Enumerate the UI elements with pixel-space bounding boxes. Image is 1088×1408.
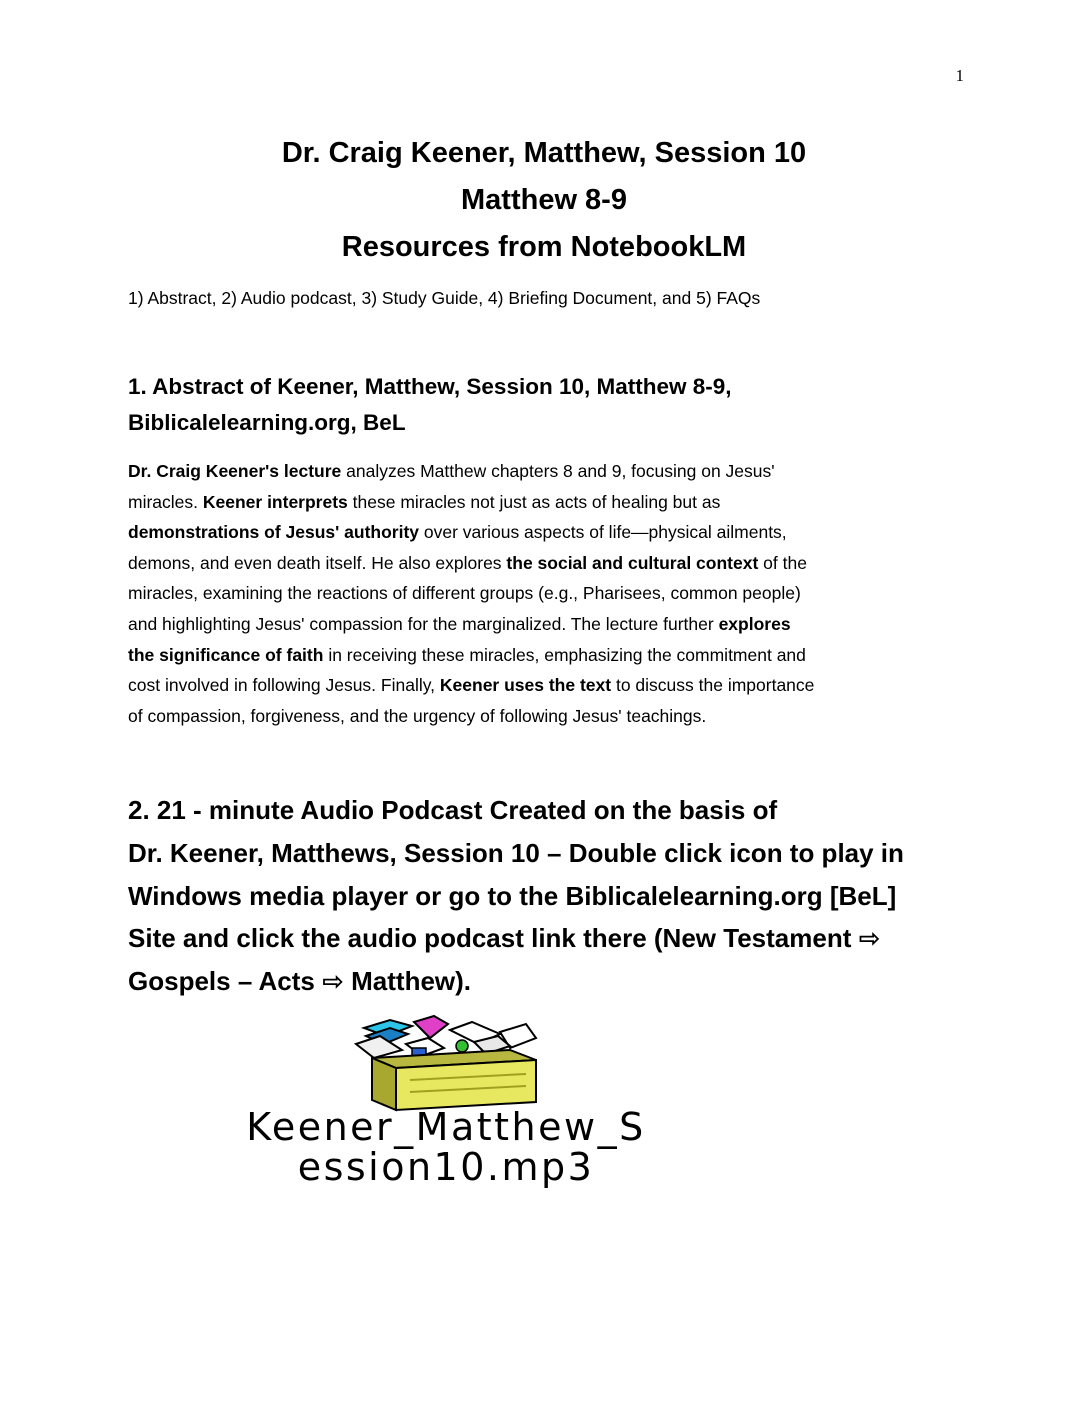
text-run: miracles, examining the reactions of different groups (e.g., Pharisees, common people) xyxy=(128,583,801,604)
title-line-3: Resources from NotebookLM xyxy=(341,231,747,263)
podcast-heading-line-5-text: Gospels – Acts xyxy=(128,966,323,997)
text-run: over various aspects of life—physical ailments, xyxy=(419,522,787,543)
abstract-line xyxy=(128,609,968,640)
page-number: 1 xyxy=(955,66,964,85)
podcast-heading-line-5-end: Matthew). xyxy=(343,966,472,997)
audio-file-label-line-2: ession10.mp3 xyxy=(297,1145,595,1189)
text-run: miracles. xyxy=(128,491,203,512)
abstract-line xyxy=(128,640,968,671)
package-box-icon[interactable] xyxy=(350,1014,546,1114)
podcast-heading-line-3: Windows media player or go to the Biblicalelearning.org [BeL] xyxy=(128,880,897,911)
bold-phrase: the social and cultural context xyxy=(506,552,759,573)
title-line-2: Matthew 8-9 xyxy=(461,184,627,216)
text-run: analyzes Matthew chapters 8 and 9, focusing on Jesus' xyxy=(341,461,775,481)
text-run: to discuss the importance xyxy=(611,675,815,696)
text-run: of compassion, forgiveness, and the urgency of following Jesus' teachings. xyxy=(128,705,707,726)
bold-phrase: the significance of faith xyxy=(128,644,324,665)
abstract-line xyxy=(128,578,968,609)
document-title xyxy=(0,130,1088,271)
abstract-line xyxy=(128,670,968,701)
bold-phrase: demonstrations of Jesus' authority xyxy=(128,522,420,543)
title-line-1: Dr. Craig Keener, Matthew, Session 10 xyxy=(281,137,807,169)
abstract-heading-line-2: Biblicalelearning.org, BeL xyxy=(128,410,406,435)
audio-file-label-line-1: Keener_Matthew_S xyxy=(246,1105,646,1149)
text-run: and highlighting Jesus' compassion for the marginalized. The lecture further xyxy=(128,613,719,634)
text-run: of the xyxy=(758,552,807,573)
abstract-heading xyxy=(128,369,958,441)
podcast-heading-line-4 xyxy=(128,917,988,960)
abstract-line xyxy=(128,548,968,579)
podcast-heading-line-1: 2. 21 - minute Audio Podcast Created on the basis of xyxy=(128,795,778,825)
podcast-heading-line-4-text: Site and click the audio podcast link there (New Testament xyxy=(128,923,859,954)
right-arrow-icon: ⇨ xyxy=(322,966,344,997)
bold-phrase: Keener interprets xyxy=(202,491,348,512)
abstract-line xyxy=(128,456,968,487)
bold-phrase: Dr. Craig Keener's lecture xyxy=(128,461,342,481)
podcast-heading-line-2: Dr. Keener, Matthews, Session 10 – Double click icon to play in xyxy=(128,837,904,868)
bold-phrase: Keener uses the text xyxy=(439,675,612,696)
text-run: cost involved in following Jesus. Finally, xyxy=(128,675,440,696)
abstract-heading-line-1: 1. Abstract of Keener, Matthew, Session 10, Matthew 8-9, xyxy=(128,374,732,399)
text-run: in receiving these miracles, emphasizing the commitment and xyxy=(323,644,806,665)
abstract-line xyxy=(128,517,968,548)
text-run: these miracles not just as acts of healing but as xyxy=(347,491,721,512)
text-run: demons, and even death itself. He also explores xyxy=(128,552,507,573)
right-arrow-icon: ⇨ xyxy=(858,923,881,954)
podcast-heading xyxy=(128,789,988,1003)
abstract-line xyxy=(128,487,968,518)
audio-file-label[interactable] xyxy=(136,1107,756,1187)
abstract-paragraph xyxy=(128,456,968,731)
abstract-line xyxy=(128,701,968,732)
contents-list: 1) Abstract, 2) Audio podcast, 3) Study Guide, 4) Briefing Document, and 5) FAQs xyxy=(128,288,761,308)
podcast-heading-line-5 xyxy=(128,960,988,1003)
bold-phrase: explores xyxy=(718,613,791,634)
